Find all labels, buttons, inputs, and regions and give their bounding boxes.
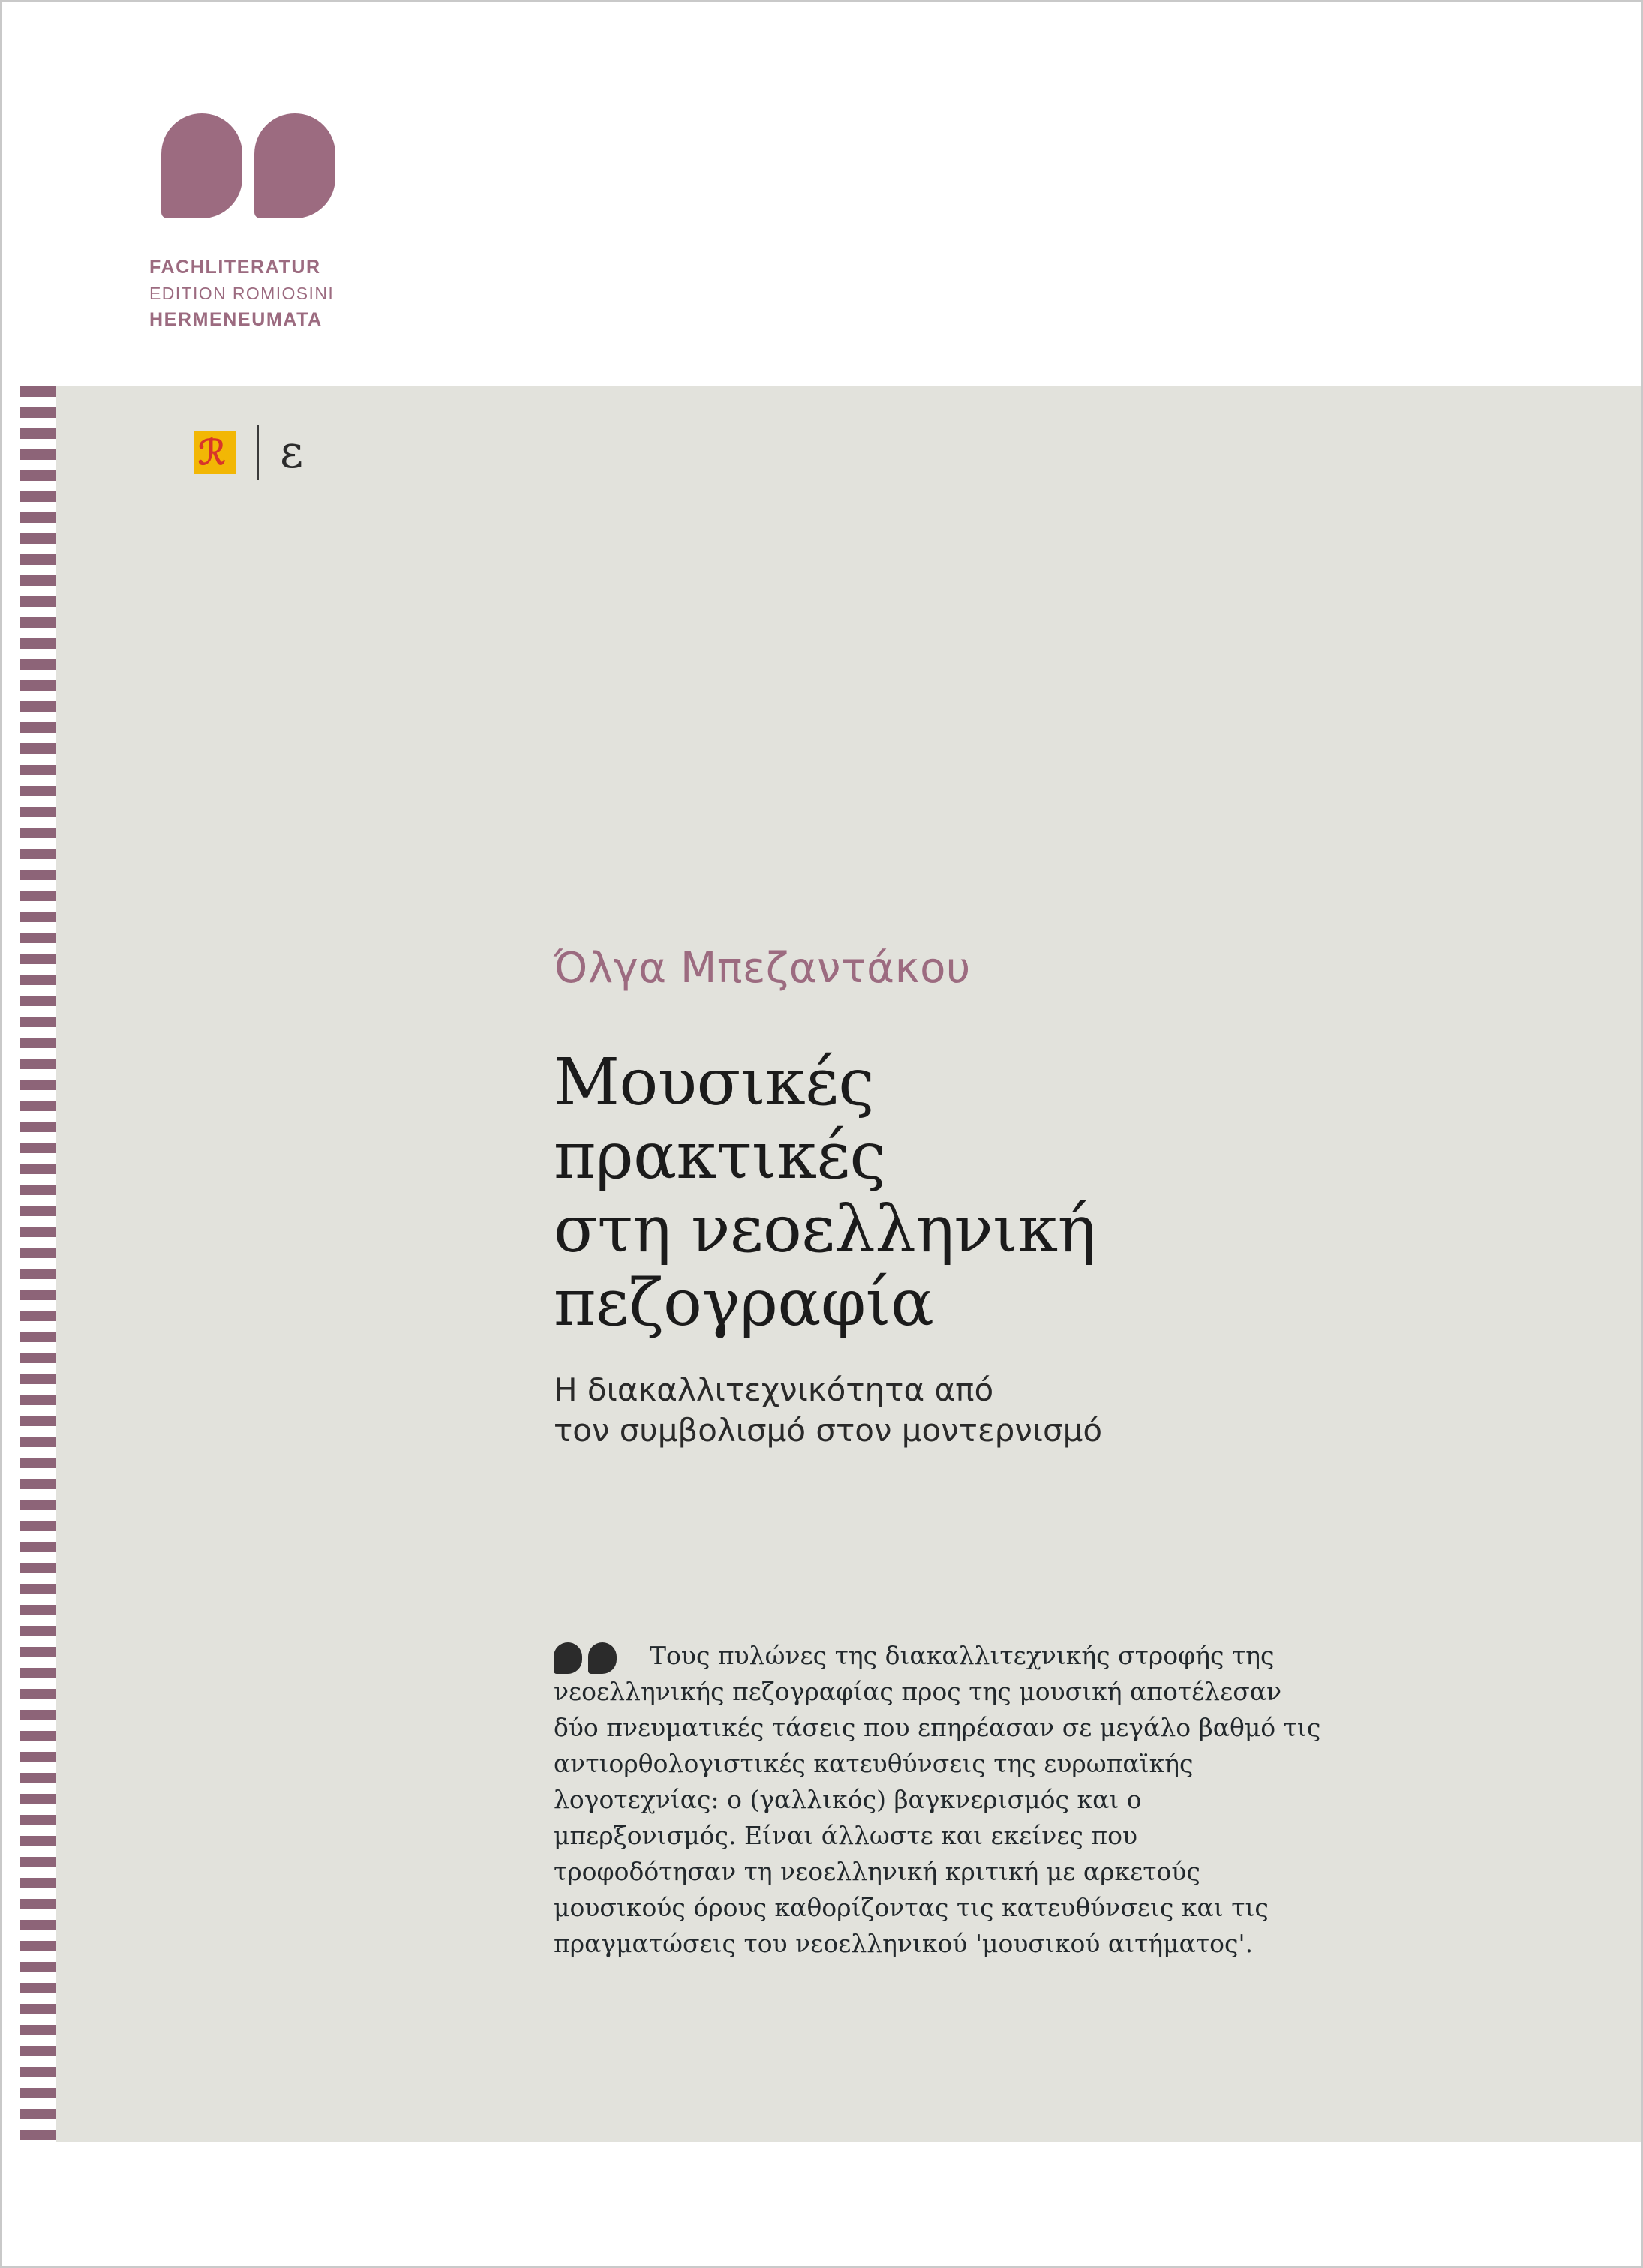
imprint-marks: [194, 419, 303, 486]
blurb-quote-blob-left: [554, 1642, 582, 1674]
romiosini-mark-letter: ℛ: [198, 432, 226, 473]
quote-blob-left: [161, 113, 242, 218]
title-line: Μουσικές: [554, 1045, 875, 1120]
double-quote-icon: [149, 113, 344, 242]
subtitle-line: τον συμβολισμό στον μοντερνισμό: [554, 1412, 1103, 1449]
book-subtitle: [554, 1370, 1364, 1451]
publisher-line-3: HERMENEUMATA: [149, 309, 323, 330]
subtitle-line: Η διακαλλιτεχνικότητα από: [554, 1371, 994, 1408]
romiosini-mark-icon: [194, 431, 236, 474]
blurb-text: Τους πυλώνες της διακαλλιτεχνικής στροφής της νεοελληνικής πεζογραφίας προς της μουσική αποτέλεσαν δύο πνευματικές τάσεις που επηρέασαν σε μεγάλο βαθμό τις αντιορθολογιστικές κατευθύνσεις της ευρωπαϊκής λογοτεχνίας: ο (γαλλικός) βαγκνερισμός και ο μπερξονισμός. Είναι άλλωστε και εκείνες που τροφοδότησαν τη νεοελληνική κριτική με αρκετούς μουσικούς όρους καθορίζοντας τις κατευθύνσεις και τις πραγματώσεις του νεοελληνικού 'μουσικού αιτήματος'.: [554, 1641, 1321, 1958]
blurb-quote-blob-right: [588, 1642, 617, 1674]
title-line: πρακτικές: [554, 1119, 886, 1194]
quote-blob-right: [254, 113, 335, 218]
publisher-line-2: EDITION ROMIOSINI: [149, 284, 335, 303]
title-line: στη νεοελληνική: [554, 1192, 1096, 1267]
blurb-quote-icon: [554, 1642, 626, 1677]
vertical-divider: [257, 425, 259, 480]
blurb-section: [554, 1638, 1326, 1962]
book-title: [554, 1046, 1364, 1340]
publisher-line-1: FACHLITERATUR: [149, 257, 321, 278]
title-line: πεζογραφία: [554, 1266, 934, 1341]
publisher-name-lines: [149, 254, 397, 333]
publisher-logo: [149, 113, 397, 333]
author-name: Όλγα Μπεζαντάκου: [554, 944, 971, 993]
epsilon-mark-icon: ε: [280, 426, 304, 479]
cover-text-block: [554, 944, 1364, 1451]
decorative-stripe-ruler: [20, 386, 61, 2142]
